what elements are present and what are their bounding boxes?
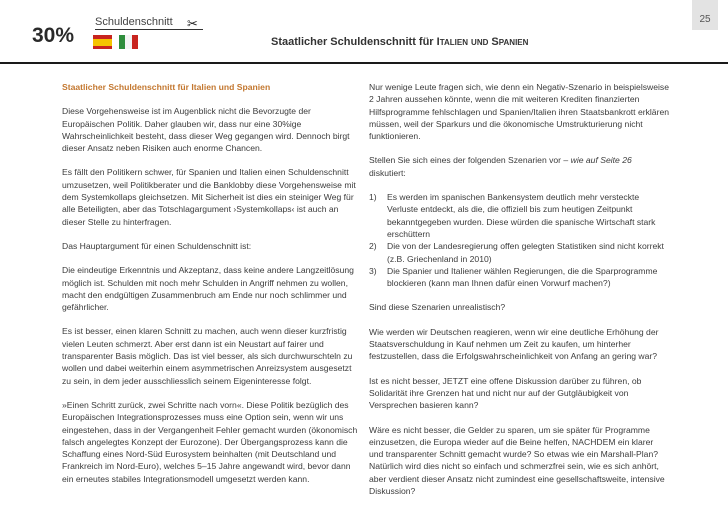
- page-number: 25: [692, 0, 718, 30]
- list-item-text: Die Spanier und Italiener wählen Regierungen, die die Sparprogramme blockieren (kann man Ihnen dafür einen Vorwurf machen?): [387, 265, 658, 289]
- right-column: [369, 81, 669, 497]
- section-heading: Staatlicher Schuldenschnitt für Italien und Spanien: [62, 82, 271, 92]
- page-title: [271, 36, 528, 48]
- left-paragraph: Das Hauptargument für einen Schuldenschnitt ist:: [62, 240, 252, 251]
- list-item: [369, 191, 669, 240]
- list-item-number: 1): [369, 192, 377, 203]
- probability-percent: 30%: [32, 24, 75, 47]
- page-title-prefix: Staatlicher Schuldenschnitt für: [271, 36, 437, 48]
- right-paragraph: Wäre es nicht besser, die Gelder zu sparen, um sie später für Programme einzusetzen, die Europa wieder auf die Beine helfen, NACHDEM ein klarer und transparenter Schnitt gemacht wurde? So etwas wie ein Marshall-Plan? Natürlich wird dies nicht so einfach und schmerzfrei sein, wie es sich anhört, aber verdient dieser Ansatz nicht zumindest eine gesellschaftsweite, intensive Diskussion?: [369, 424, 665, 497]
- left-paragraph: Es ist besser, einen klaren Schnitt zu machen, auch wenn dieser kurzfristig vielen Leuten schmerzt. Aber erst dann ist ein Neustart auf fairer und transparenter Basis möglich. Das ist viel besser, als sich durchwurschteln zu wollen und dabei weiterhin einem asymmetrischen Anreizsystem ausgesetzt zu sein, in dem jeder ausschliesslich seinem Eigeninteresse folgt.: [62, 326, 353, 386]
- list-item-number: 2): [369, 241, 377, 252]
- scenario-intro-end: diskutiert:: [369, 167, 406, 178]
- left-paragraph: Es fällt den Politikern schwer, für Spanien und Italien einen Schuldenschnitt umzusetzen, weil Politikberater und die Banklobby diese Vorgehensweise mit dem Systemkollaps gleichsetzen. Mit Sicherheit ist dies ein steiniger Weg für alle Beteiligten, aber das Totschlagargument ›Systemkollaps‹ ist auch an dieser Stelle zu hinterfragen.: [62, 167, 356, 227]
- left-paragraph: »Einen Schritt zurück, zwei Schritte nach vorn«. Diese Politik bezüglich des Europäischen Integrationsprozesses muss eine Option sein, wenn wir uns eingestehen, dass in der Vergangenheit Fehler gemacht wurden (ökonomisch falsch angelegtes Konzept der Eurozone). Der Übergangsprozess kann die Schaffung eines Nord-Süd Eurosystem beinhalten (mit Deutschland und Frankreich im Nord-Euro), welches 5–15 Jahre angewandt wird, bevor dann ein erneutes stabiles Integrationsmodell umgesetzt werden kann.: [62, 399, 358, 484]
- right-paragraph: Ist es nicht besser, JETZT eine offene Diskussion darüber zu führen, ob Solidarität ihre Grenzen hat und nicht nur auf der Gutgläubigkeit von Versprechen basieren kann?: [369, 375, 642, 411]
- left-column: [62, 81, 358, 485]
- left-paragraph: Die eindeutige Erkenntnis und Akzeptanz, dass keine andere Langzeitlösung möglich ist. Schulden mit noch mehr Schulden in Angriff nehmen zu wollen, macht den endgültigen Zusammenbruch am Ende nur noch schlimmer und gefährlicher.: [62, 265, 354, 313]
- header-divider: [0, 62, 728, 64]
- cut-label: Schuldenschnitt: [95, 16, 173, 28]
- scenario-intro: [369, 154, 669, 179]
- scenario-intro-text: Stellen Sie sich eines der folgenden Szenarien vor –: [369, 155, 571, 166]
- list-item: [369, 240, 669, 265]
- spain-flag-icon: [93, 35, 112, 49]
- right-paragraph: Nur wenige Leute fragen sich, wie denn ein Negativ-Szenario in beispielsweise 2 Jahren aussehen könnte, wenn die mit weiteren Krediten finanzierten Hilfsprogramme fehlschlagen und Spanien/Italien ihren Staatsbankrott erklären müssen, weil der Sparkurs und die ökonomische Umstrukturierung nicht funktionieren.: [369, 82, 669, 142]
- question-prefix: Sind diese Szenarien: [369, 302, 453, 313]
- left-paragraph: Diese Vorgehensweise ist im Augenblick nicht die Bevorzugte der Europäischen Politik. Daher glauben wir, dass nur eine 30%ige Wahrscheinlichkeit besteht, dass dieser Weg gegangen wird. Dennoch birgt dieser Ansatz neben Risiken auch enorme Chancen.: [62, 106, 350, 154]
- list-item-number: 3): [369, 265, 377, 276]
- scenario-list: [369, 191, 669, 289]
- list-item: [369, 265, 669, 290]
- country-flags: [93, 35, 138, 49]
- page-reference: wie auf Seite 26: [570, 155, 632, 166]
- question-word: unrealistisch?: [452, 302, 506, 313]
- list-item-text: Es werden im spanischen Bankensystem deutlich mehr versteckte Verluste entdeckt, als die, die offiziell bis zum heutigen Zeitpunkt bekanntgegeben wurden. Diese würden die spanische Wirtschaft stark erschüttern: [387, 192, 656, 239]
- page-title-countries: Italien und Spanien: [436, 36, 529, 48]
- italy-flag-icon: [119, 35, 138, 49]
- question: [369, 301, 669, 313]
- scissors-icon: ✂: [187, 16, 198, 31]
- list-item-text: Die von der Landesregierung offen gelegten Statistiken sind nicht korrekt (z.B. Griechenland in 2010): [387, 241, 664, 264]
- right-paragraph: Wie werden wir Deutschen reagieren, wenn wir eine deutliche Erhöhung der Staatsverschuldung in Kauf nehmen um Zeit zu kaufen, um hinterher festzustellen, dass die Erfolgswahrscheinlichkeit von Anfang an gering war?: [369, 326, 659, 362]
